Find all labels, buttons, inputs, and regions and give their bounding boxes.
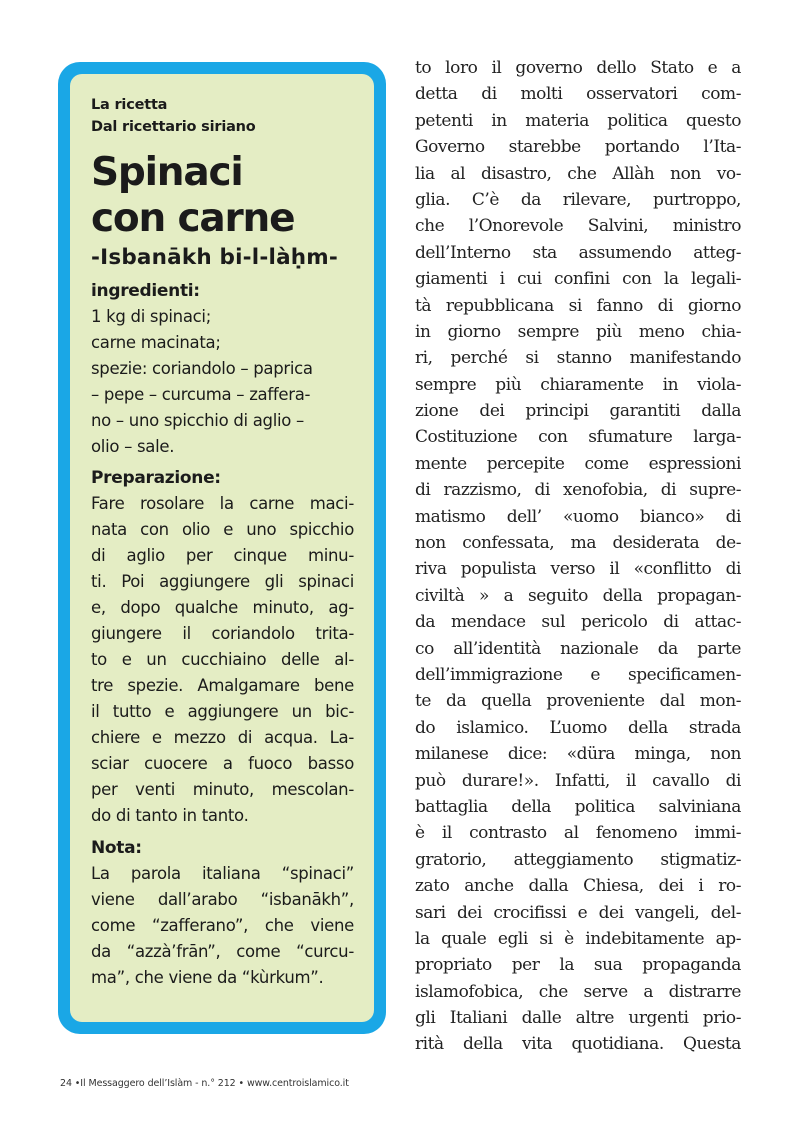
recipe-kicker	[91, 94, 354, 138]
page-footer: 24 •Il Messaggero dell’Islàm - n.° 212 • www.centroislamico.it	[60, 1078, 349, 1089]
preparation-line: il tutto e aggiungere un bic-	[91, 702, 354, 721]
recipe-subtitle: -Isbanākh bi-l-làḥm-	[91, 245, 339, 270]
article-line: te da quella proveniente dal mon-	[415, 691, 741, 712]
article-line: co all’identità nazionale da parte	[415, 638, 741, 659]
ingredient-line: carne macinata;	[91, 333, 221, 352]
preparation-text	[91, 491, 354, 829]
article-line: do islamico. L’uomo della strada	[415, 717, 741, 738]
note-line: viene dall’arabo “isbanākh”,	[91, 890, 354, 909]
article-line: riva populista verso il «conflitto di	[415, 559, 741, 580]
article-line: civiltà » a seguito della propagan-	[415, 585, 741, 606]
preparation-line: chiere e mezzo di acqua. La-	[91, 728, 354, 747]
article-line: che l’Onorevole Salvini, ministro	[415, 216, 741, 237]
article-line: non confessata, ma desiderata de-	[415, 533, 741, 554]
article-line: dell’Interno sta assumendo atteg-	[415, 242, 741, 263]
preparation-line: nata con olio e uno spicchio	[91, 520, 354, 539]
note-text	[91, 861, 354, 991]
article-line: da mendace sul pericolo di attac-	[415, 612, 741, 633]
title-line: con carne	[91, 196, 295, 241]
ingredient-line: – pepe – curcuma – zaffera-	[91, 385, 311, 404]
ingredients-list	[91, 304, 354, 460]
article-line: battaglia della politica salviniana	[415, 796, 741, 817]
preparation-line: giungere il coriandolo trita-	[91, 624, 354, 643]
article-line: petenti in materia politica questo	[415, 110, 741, 131]
note-line: ma”, che viene da “kùrkum”.	[91, 968, 324, 987]
recipe-panel	[70, 74, 374, 1022]
article-line: dell’immigrazione e specificamen-	[415, 664, 741, 685]
article-line: propriato per la sua propaganda	[415, 955, 741, 976]
article-line: può durare!». Infatti, il cavallo di	[415, 770, 741, 791]
article-line: è il contrasto al fenomeno immi-	[415, 823, 741, 844]
article-line: rità della vita quotidiana. Questa	[415, 1034, 741, 1055]
preparation-line: do di tanto in tanto.	[91, 806, 249, 825]
article-line: Costituzione con sfumature larga-	[415, 427, 741, 448]
kicker-line: Dal ricettario siriano	[91, 119, 256, 135]
preparation-heading: Preparazione:	[91, 468, 221, 488]
preparation-line: tre spezie. Amalgamare bene	[91, 676, 354, 695]
recipe-box	[58, 62, 386, 1034]
note-heading: Nota:	[91, 838, 142, 858]
article-line: Governo starebbe portando l’Ita-	[415, 137, 741, 158]
article-line: lia al disastro, che Allàh non vo-	[415, 163, 741, 184]
preparation-line: Fare rosolare la carne maci-	[91, 494, 354, 513]
preparation-line: per venti minuto, mescolan-	[91, 780, 354, 799]
ingredient-line: no – uno spicchio di aglio –	[91, 411, 304, 430]
ingredient-line: olio – sale.	[91, 437, 175, 456]
article-line: sempre più chiaramente in viola-	[415, 374, 741, 395]
article-line: matismo dell’ «uomo bianco» di	[415, 506, 741, 527]
ingredient-line: 1 kg di spinaci;	[91, 307, 211, 326]
kicker-line: La ricetta	[91, 97, 168, 113]
article-line: detta di molti osservatori com-	[415, 84, 741, 105]
article-line: islamofobica, che serve a distrarre	[415, 981, 741, 1002]
article-line: sari dei crocifissi e dei vangeli, del-	[415, 902, 741, 923]
article-line: di razzismo, di xenofobia, di supre-	[415, 480, 741, 501]
article-line: milanese dice: «düra minga, non	[415, 744, 741, 765]
title-line: Spinaci	[91, 150, 243, 195]
article-column	[415, 55, 741, 1058]
article-line: gli Italiani dalle altre urgenti prio-	[415, 1008, 741, 1029]
note-line: da “azzà’frān”, come “curcu-	[91, 942, 354, 961]
article-line: glia. C’è da rilevare, purtroppo,	[415, 189, 741, 210]
article-line: in giorno sempre più meno chia-	[415, 321, 741, 342]
article-line: to loro il governo dello Stato e a	[415, 58, 741, 78]
article-line: la quale egli si è indebitamente ap-	[415, 928, 741, 949]
article-line: mente percepite come espressioni	[415, 453, 741, 474]
article-line: zione dei principi garantiti dalla	[415, 401, 741, 422]
article-line: giamenti i cui confini con la legali-	[415, 269, 741, 290]
preparation-line: sciar cuocere a fuoco basso	[91, 754, 354, 773]
preparation-line: to e un cucchiaino delle al-	[91, 650, 354, 669]
preparation-line: ti. Poi aggiungere gli spinaci	[91, 572, 354, 591]
article-line: gratorio, atteggiamento stigmatiz-	[415, 849, 741, 870]
recipe-title	[91, 150, 354, 242]
ingredient-line: spezie: coriandolo – paprica	[91, 359, 313, 378]
preparation-line: e, dopo qualche minuto, ag-	[91, 598, 354, 617]
preparation-line: di aglio per cinque minu-	[91, 546, 354, 565]
note-line: come “zafferano”, che viene	[91, 916, 354, 935]
article-line: ri, perché si stanno manifestando	[415, 348, 741, 369]
article-line: tà repubblicana si fanno di giorno	[415, 295, 741, 316]
note-line: La parola italiana “spinaci”	[91, 864, 354, 883]
article-line: zato anche dalla Chiesa, dei i ro-	[415, 876, 741, 897]
ingredients-heading: ingredienti:	[91, 281, 200, 301]
